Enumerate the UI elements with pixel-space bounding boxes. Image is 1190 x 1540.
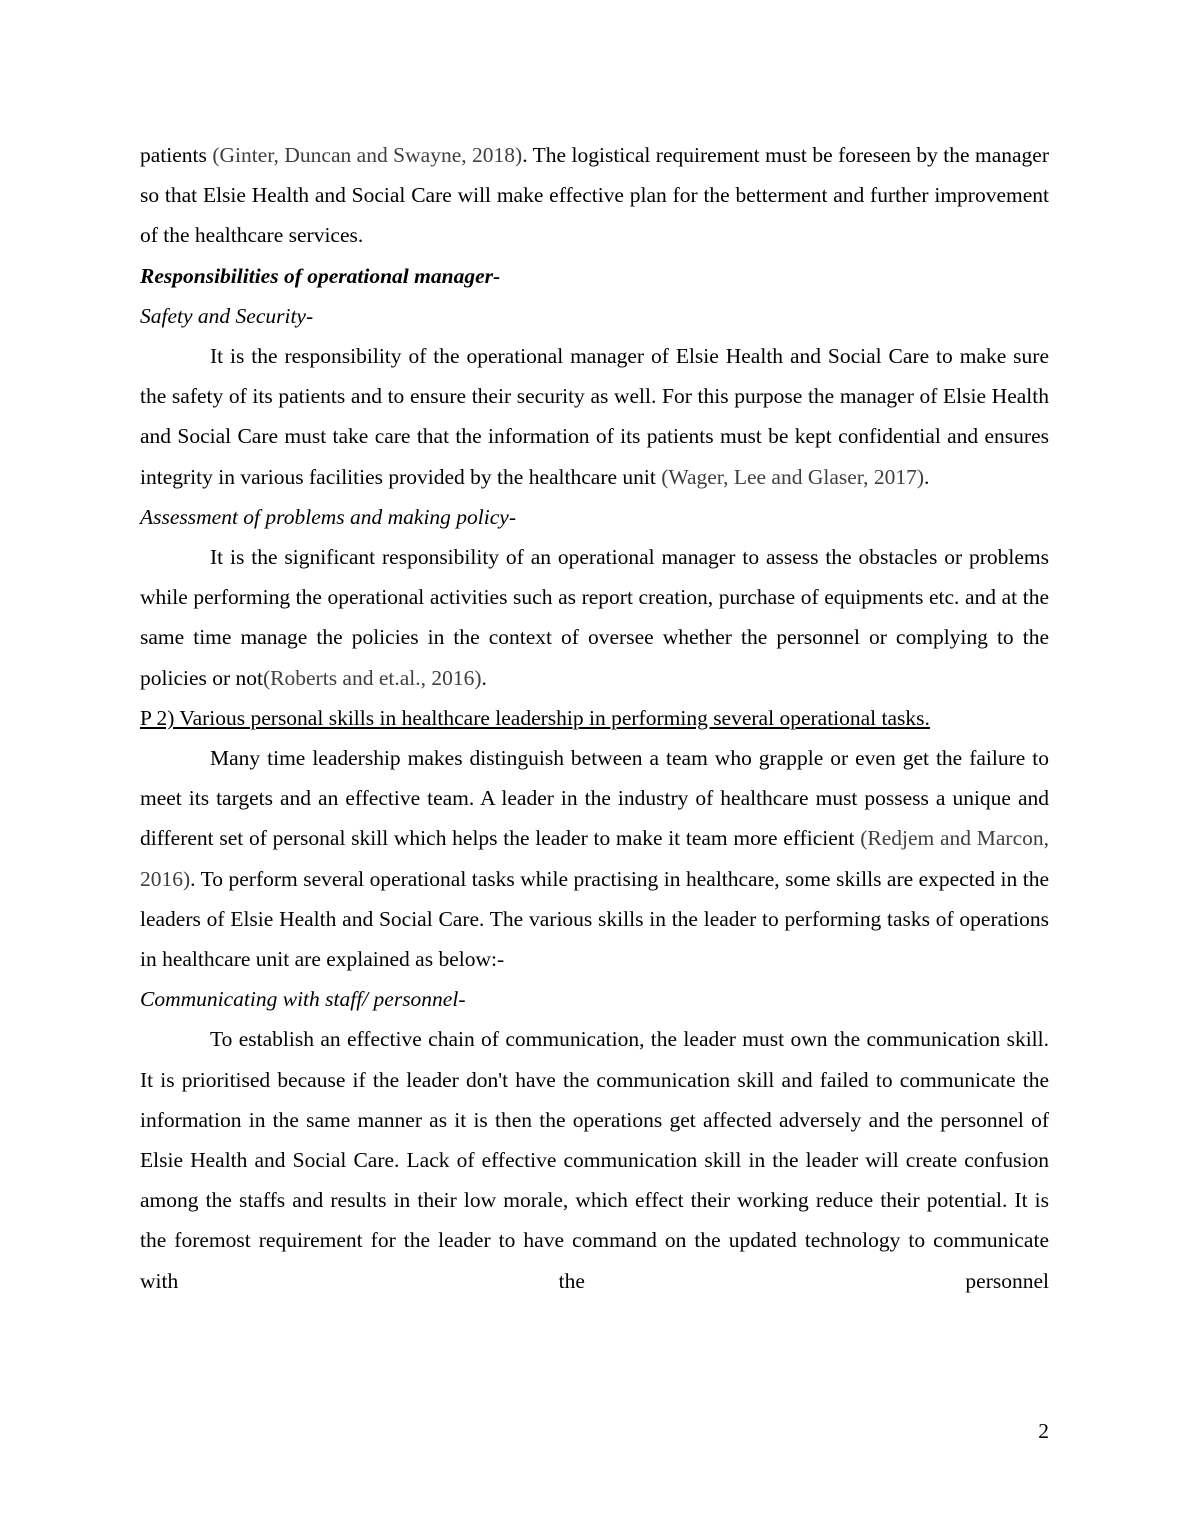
paragraph-leadership-text-after: . To perform several operational tasks while practising in healthcare, some skills are expected in the leaders of Elsie Health and Social Care. The various skills in the leader to performing tasks of operations in healthcare unit are explained as below:- xyxy=(140,866,1049,972)
paragraph-safety-text-after: . xyxy=(924,464,930,489)
paragraph-intro-text-before: patients xyxy=(140,143,213,167)
subheading-assessment: Assessment of problems and making policy- xyxy=(140,504,516,529)
page-number: 2 xyxy=(1038,1419,1049,1443)
citation-roberts: (Roberts and et.al., 2016) xyxy=(263,665,482,690)
paragraph-assessment xyxy=(140,537,1049,698)
subheading-safety: Safety and Security- xyxy=(140,303,314,328)
paragraph-intro-text-after: . The logistical requirement must be foreseen by the manager so that Elsie Health and Social Care will make effective plan for the betterment and further improvement of the healthcare services. xyxy=(140,143,1050,248)
citation-ginter: (Ginter, Duncan and Swayne, 2018) xyxy=(212,143,523,167)
paragraph-safety-text-before: It is the responsibility of the operational manager of Elsie Health and Social Care to make sure the safety of its patients and to ensure their security as well. For this purpose the manager of Elsie Health and Social Care must take care that the information of its patients must be kept confidential and ensures integrity in various facilities provided by the healthcare unit xyxy=(140,344,1049,489)
citation-redjem: (Redjem and Marcon, 2016) xyxy=(140,826,1049,891)
heading-responsibilities: Responsibilities of operational manager- xyxy=(140,263,501,288)
paragraph-safety xyxy=(140,336,1049,497)
paragraph-leadership xyxy=(140,738,1049,979)
paragraph-leadership-text-before: Many time leadership makes distinguish between a team who grapple or even get the failure to meet its targets and an effective team. A leader in the industry of healthcare must possess a unique and different set of personal skill which helps the leader to make it team more efficient xyxy=(140,746,1049,851)
subheading-communicating: Communicating with staff/ personnel- xyxy=(140,987,466,1012)
paragraph-intro xyxy=(140,135,1049,256)
paragraph-communicating: To establish an effective chain of communication, the leader must own the communication skill. It is prioritised because if the leader don't have the communication skill and failed to communicate the information in the same manner as it is then the operations get affected adversely and the personnel of Elsie Health and Social Care. Lack of effective communication skill in the leader will create confusion among the staffs and results in their low morale, which effect their working reduce their potential. It is the foremost requirement for the leader to have command on the updated technology to communicate with the personnel xyxy=(140,1027,1049,1293)
paragraph-assessment-text-after: . xyxy=(481,665,487,690)
heading-p2: P 2) Various personal skills in healthcare leadership in performing several operational tasks. xyxy=(140,705,930,730)
citation-wager: (Wager, Lee and Glaser, 2017) xyxy=(661,464,925,489)
document-page xyxy=(140,135,1049,1301)
paragraph-assessment-text-before: It is the significant responsibility of an operational manager to assess the obstacles or problems while performing the operational activities such as report creation, purchase of equipments etc. and at the same time manage the policies in the context of oversee whether the personnel or complying to the policies or not xyxy=(140,545,1049,690)
